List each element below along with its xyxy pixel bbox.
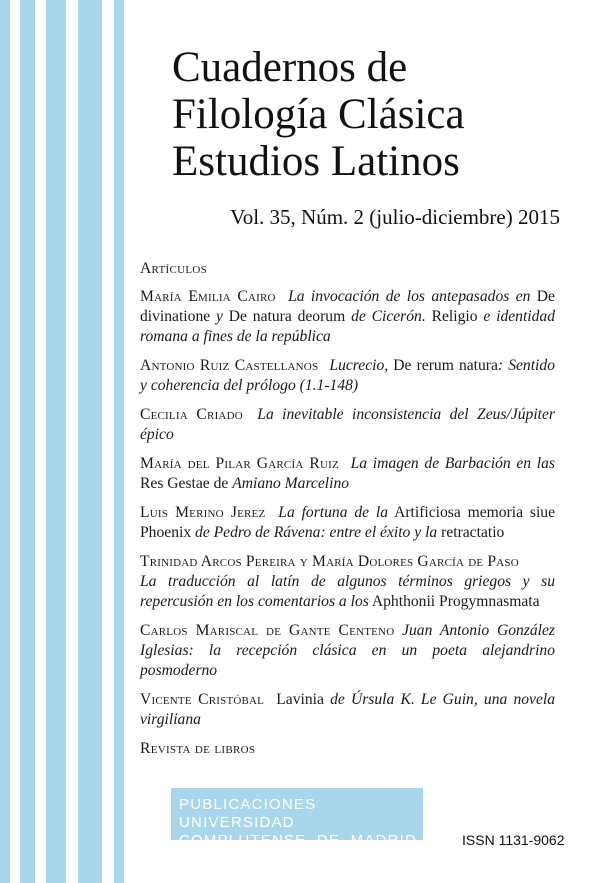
- article-title-roman: de: [213, 475, 229, 492]
- article-title: La traducción al latín de algunos términos griegos y su repercusión en los comentarios a los: [140, 573, 555, 610]
- decorative-stripe-3: [46, 0, 66, 883]
- article-title: La imagen de Barbación en las: [350, 455, 555, 472]
- article-author: María del Pilar García Ruiz: [140, 455, 339, 472]
- article-title-roman: Aphthonii Progymnasmata: [371, 593, 540, 610]
- table-of-contents: [140, 259, 555, 767]
- decorative-stripe-4: [78, 0, 102, 883]
- section-heading-reviews: Revista de libros: [140, 740, 256, 757]
- journal-title-line-3: Estudios Latinos: [172, 138, 460, 185]
- article-entry: [140, 690, 555, 730]
- article-title: e identidad romana a fines de la república: [140, 308, 556, 345]
- article-entry: [140, 552, 555, 612]
- article-title-roman: Religio: [431, 308, 478, 325]
- article-title: de Úrsula K. Le Guin, una novela virgiliana: [140, 691, 556, 728]
- publisher-box: [171, 788, 423, 849]
- article-title-roman: De natura deorum: [228, 308, 346, 325]
- article-entry: [140, 287, 555, 347]
- publisher-line-1: PUBLICACIONES UNIVERSIDAD: [179, 796, 317, 831]
- article-title: Juan Antonio González Iglesias: la recepción clásica en un poeta alejandrino posmoderno: [140, 622, 556, 679]
- article-title: de Cicerón.: [351, 308, 426, 325]
- article-title: Amiano Marcelino: [232, 475, 350, 492]
- article-title-roman: De rerum natura: [393, 357, 498, 374]
- article-title-roman: Res Gestae: [140, 475, 210, 492]
- article-title-roman: retractatio: [441, 524, 505, 541]
- article-title: La fortuna de la: [278, 504, 389, 521]
- article-title: de Pedro de Rávena: entre el éxito y la: [195, 524, 438, 541]
- article-author: Luis Merino Jerez: [140, 504, 266, 521]
- article-entry: [140, 503, 555, 543]
- article-author: María Emilia Cairo: [140, 288, 276, 305]
- volume-info: Vol. 35, Núm. 2 (julio-diciembre) 2015: [230, 205, 560, 229]
- article-title: : Sentido y coherencia del prólogo (1.1-148): [140, 357, 555, 394]
- article-title: La invocación de los antepasados en: [288, 288, 531, 305]
- decorative-stripe-5: [114, 0, 124, 883]
- journal-title: [172, 44, 582, 185]
- decorative-stripe-2: [20, 0, 35, 883]
- article-title: y: [216, 308, 223, 325]
- article-entry: [140, 405, 555, 445]
- journal-title-line-2: Filología Clásica: [172, 91, 465, 138]
- article-entry: [140, 454, 555, 494]
- article-author: Vicente Cristóbal: [140, 691, 265, 708]
- article-author: Antonio Ruiz Castellanos: [140, 357, 319, 374]
- article-author: Carlos Mariscal de Gante Centeno: [140, 622, 395, 639]
- article-author: Trinidad Arcos Pereira y María Dolores García de Paso: [140, 553, 519, 570]
- article-title: Lucrecio,: [329, 357, 389, 374]
- article-title-roman: Artificiosa memoria siue Phoenix: [140, 504, 556, 541]
- article-title: La inevitable inconsistencia del Zeus/Júpiter épico: [140, 406, 555, 443]
- journal-title-line-1: Cuadernos de: [172, 44, 408, 91]
- article-entry: [140, 621, 555, 681]
- article-entry: [140, 356, 555, 396]
- article-title-roman: De divinatione: [140, 288, 555, 325]
- article-title-roman: Lavinia: [276, 691, 324, 708]
- publisher-line-2: COMPLUTENSE DE MADRID: [179, 832, 417, 849]
- decorative-stripe-1: [0, 0, 10, 883]
- article-author: Cecilia Criado: [140, 406, 243, 423]
- section-heading-articles: Artículos: [140, 260, 208, 277]
- issn-number: ISSN 1131-9062: [462, 832, 565, 848]
